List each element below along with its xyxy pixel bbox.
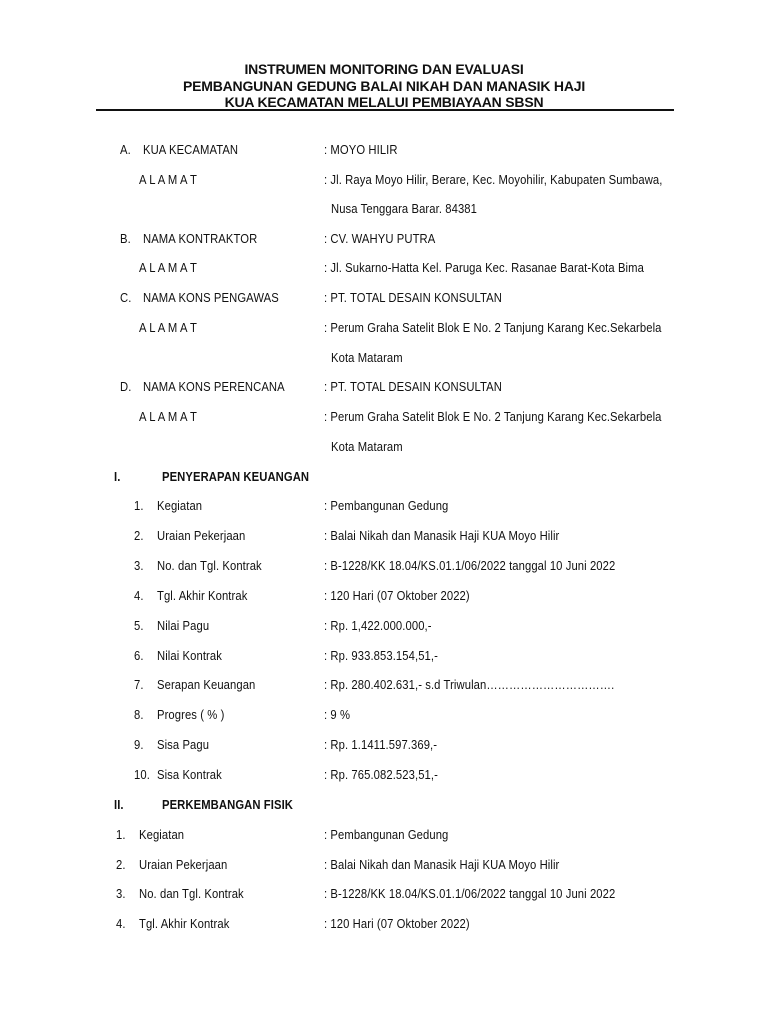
s1-item-num: 6.: [134, 649, 144, 663]
s1-item-num: 3.: [134, 559, 144, 573]
pengawas-alamat-label: A L A M A T: [139, 321, 197, 335]
s1-item-value: : Rp. 1,422.000.000,-: [324, 619, 432, 633]
kons-perencana-value: : PT. TOTAL DESAIN KONSULTAN: [324, 380, 502, 394]
document-title-line-2: PEMBANGUNAN GEDUNG BALAI NIKAH DAN MANASIK HAJI: [182, 78, 586, 94]
s1-item-value: : Rp. 280.402.631,- s.d Triwulan…………………………….: [324, 678, 615, 692]
s1-item-value: : Pembangunan Gedung: [324, 499, 449, 513]
s2-item-label: Kegiatan: [139, 828, 185, 842]
s2-item-value: : 120 Hari (07 Oktober 2022): [324, 917, 470, 931]
s2-item-num: 4.: [116, 917, 126, 931]
s1-item-label: Nilai Pagu: [157, 619, 210, 633]
s1-item-label: Serapan Keuangan: [157, 678, 256, 692]
kua-kecamatan-label: KUA KECAMATAN: [143, 143, 239, 157]
s1-item-label: Progres ( % ): [157, 708, 225, 722]
s1-item-label: No. dan Tgl. Kontrak: [157, 559, 262, 573]
perencana-alamat-continued: Kota Mataram: [331, 440, 403, 454]
perencana-alamat-value: : Perum Graha Satelit Blok E No. 2 Tanjung Karang Kec.Sekarbela: [324, 410, 662, 424]
s1-item-label: Sisa Pagu: [157, 738, 210, 752]
s1-item-value: : 9 %: [324, 708, 351, 722]
section-c-marker: C.: [120, 291, 132, 305]
pengawas-alamat-value: : Perum Graha Satelit Blok E No. 2 Tanjung Karang Kec.Sekarbela: [324, 321, 662, 335]
section-2-marker: II.: [114, 798, 124, 812]
s1-item-label: Kegiatan: [157, 499, 203, 513]
s2-item-value: : B-1228/KK 18.04/KS.01.1/06/2022 tanggal 10 Juni 2022: [324, 887, 616, 901]
s1-item-label: Uraian Pekerjaan: [157, 529, 246, 543]
s2-item-num: 2.: [116, 858, 126, 872]
section-b-marker: B.: [120, 232, 131, 246]
kontraktor-label: NAMA KONTRAKTOR: [143, 232, 258, 246]
s1-item-value: : Rp. 765.082.523,51,-: [324, 768, 438, 782]
s1-item-label: Tgl. Akhir Kontrak: [157, 589, 248, 603]
section-d-marker: D.: [120, 380, 132, 394]
kontraktor-value: : CV. WAHYU PUTRA: [324, 232, 436, 246]
s1-item-num: 5.: [134, 619, 144, 633]
s1-item-label: Sisa Kontrak: [157, 768, 222, 782]
kons-pengawas-value: : PT. TOTAL DESAIN KONSULTAN: [324, 291, 502, 305]
kons-perencana-label: NAMA KONS PERENCANA: [143, 380, 285, 394]
s1-item-value: : Rp. 933.853.154,51,-: [324, 649, 438, 663]
s2-item-label: No. dan Tgl. Kontrak: [139, 887, 244, 901]
document-title-line-1: INSTRUMEN MONITORING DAN EVALUASI: [244, 61, 524, 77]
s2-item-value: : Balai Nikah dan Manasik Haji KUA Moyo Hilir: [324, 858, 560, 872]
kontraktor-alamat-value: : Jl. Sukarno-Hatta Kel. Paruga Kec. Rasanae Barat-Kota Bima: [324, 261, 644, 275]
section-1-heading: PENYERAPAN KEUANGAN: [162, 470, 310, 484]
s1-item-num: 4.: [134, 589, 144, 603]
section-1-marker: I.: [114, 470, 121, 484]
document-title-line-3: KUA KECAMATAN MELALUI PEMBIAYAAN SBSN: [224, 94, 544, 110]
s1-item-num: 2.: [134, 529, 144, 543]
s1-item-num: 10.: [134, 768, 150, 782]
kons-pengawas-label: NAMA KONS PENGAWAS: [143, 291, 279, 305]
s1-item-label: Nilai Kontrak: [157, 649, 222, 663]
s1-item-num: 1.: [134, 499, 144, 513]
kua-kecamatan-value: : MOYO HILIR: [324, 143, 398, 157]
s1-item-num: 8.: [134, 708, 144, 722]
s2-item-num: 3.: [116, 887, 126, 901]
s2-item-value: : Pembangunan Gedung: [324, 828, 449, 842]
perencana-alamat-label: A L A M A T: [139, 410, 197, 424]
s1-item-num: 9.: [134, 738, 144, 752]
title-underline: [96, 109, 674, 111]
s2-item-label: Uraian Pekerjaan: [139, 858, 228, 872]
s2-item-label: Tgl. Akhir Kontrak: [139, 917, 230, 931]
s2-item-num: 1.: [116, 828, 126, 842]
kontraktor-alamat-label: A L A M A T: [139, 261, 197, 275]
kua-alamat-value: : Jl. Raya Moyo Hilir, Berare, Kec. Moyohilir, Kabupaten Sumbawa,: [324, 173, 663, 187]
pengawas-alamat-continued: Kota Mataram: [331, 351, 403, 365]
kua-alamat-continued: Nusa Tenggara Barar. 84381: [331, 202, 477, 216]
s1-item-value: : Balai Nikah dan Manasik Haji KUA Moyo Hilir: [324, 529, 560, 543]
s1-item-value: : Rp. 1.1411.597.369,-: [324, 738, 438, 752]
section-a-marker: A.: [120, 143, 131, 157]
s1-item-value: : 120 Hari (07 Oktober 2022): [324, 589, 470, 603]
section-2-heading: PERKEMBANGAN FISIK: [162, 798, 294, 812]
s1-item-num: 7.: [134, 678, 144, 692]
kua-alamat-label: A L A M A T: [139, 173, 197, 187]
s1-item-value: : B-1228/KK 18.04/KS.01.1/06/2022 tanggal 10 Juni 2022: [324, 559, 616, 573]
